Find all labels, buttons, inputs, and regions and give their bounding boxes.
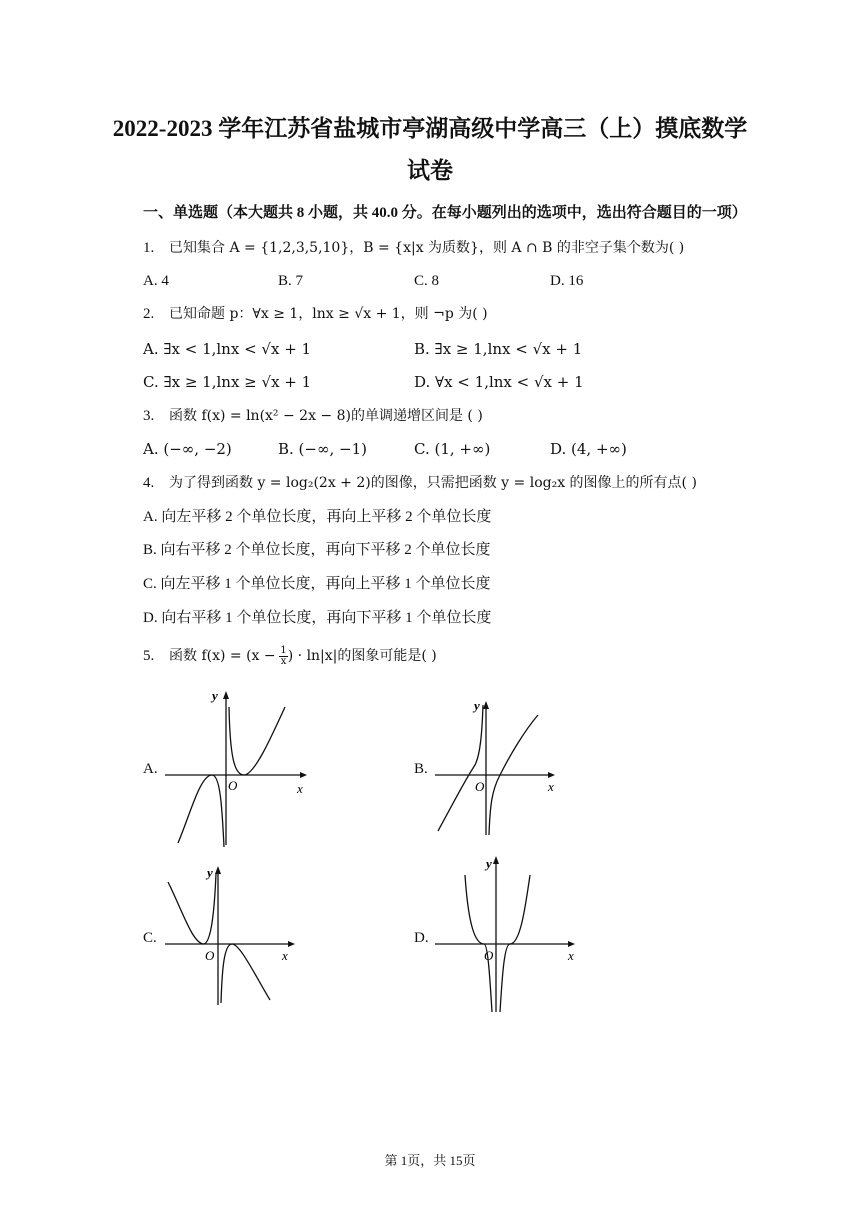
q1-option-b: B. 7	[278, 273, 304, 289]
q5-option-b-label: B.	[414, 761, 428, 777]
origin-label: O	[484, 948, 494, 963]
question-5	[143, 646, 437, 667]
origin-label: O	[205, 948, 215, 963]
question-stem: 为了得到函数 y = log₂(2x + 2)的图像，只需把函数 y = log₂x 的图像上的所有点( )	[169, 475, 697, 491]
question-number: 5.	[143, 648, 155, 664]
q4-option-a: A. 向左平移 2 个单位长度，再向上平移 2 个单位长度	[143, 509, 492, 525]
fraction-denominator: x	[280, 656, 287, 668]
q2-option-d: D. ∀x < 1,lnx < √x + 1	[414, 373, 584, 391]
origin-label: O	[475, 779, 485, 794]
page-title-line2: 试卷	[407, 158, 453, 183]
curve-right	[229, 707, 285, 775]
q3-option-b: B. (−∞, −1)	[278, 440, 367, 458]
q2-option-b: B. ∃x ≥ 1,lnx < √x + 1	[414, 340, 583, 358]
question-1	[143, 238, 684, 258]
question-2	[143, 304, 488, 324]
question-stem: 已知命题 p：∀x ≥ 1，lnx ≥ √x + 1，则 ¬p 为( )	[169, 306, 488, 322]
y-axis-label: y	[212, 688, 218, 703]
q5-option-c-label: C.	[143, 930, 157, 946]
graph-b	[430, 695, 570, 845]
question-stem: 函数 f(x) = ln(x² − 2x − 8)的单调递增区间是 ( )	[169, 408, 483, 424]
curve-left	[168, 874, 216, 944]
x-axis-arrow	[548, 772, 555, 778]
curve-left	[178, 775, 224, 847]
y-axis-arrow	[215, 866, 221, 874]
x-axis-arrow	[568, 941, 575, 947]
q1-option-d: D. 16	[550, 273, 584, 289]
fraction-one-over-x	[279, 646, 287, 667]
q5-option-a-label: A.	[143, 761, 158, 777]
question-number: 4.	[143, 475, 155, 491]
x-axis-arrow	[288, 941, 295, 947]
q4-option-c: C. 向左平移 1 个单位长度，再向上平移 1 个单位长度	[143, 576, 491, 592]
x-axis-label: x	[282, 948, 288, 963]
q4-option-d: D. 向右平移 1 个单位长度，再向下平移 1 个单位长度	[143, 610, 492, 626]
x-axis-label: x	[548, 779, 554, 794]
fraction-numerator: 1	[280, 645, 287, 657]
y-axis-arrow	[483, 701, 489, 709]
question-4	[143, 473, 697, 493]
question-number: 3.	[143, 408, 155, 424]
q3-option-d: D. (4, +∞)	[550, 440, 627, 458]
question-number: 1.	[143, 240, 155, 256]
q1-option-a: A. 4	[143, 273, 169, 289]
graph-c	[160, 860, 300, 1010]
curve-right	[221, 944, 270, 1003]
q4-option-b: B. 向右平移 2 个单位长度，再向下平移 2 个单位长度	[143, 542, 491, 558]
q1-option-c: C. 8	[414, 273, 440, 289]
y-axis-label: y	[207, 865, 213, 880]
origin-label: O	[228, 778, 238, 793]
q3-option-c: C. (1, +∞)	[414, 440, 491, 458]
q2-option-a: A. ∃x < 1,lnx < √x + 1	[143, 340, 312, 358]
question-stem-prefix: 函数 f(x) = (x −	[169, 648, 276, 664]
page-title-line1: 2022-2023 学年江苏省盐城市亭湖高级中学高三（上）摸底数学	[112, 116, 748, 141]
q3-option-a: A. (−∞, −2)	[143, 440, 232, 458]
y-axis-label: y	[474, 698, 480, 713]
x-axis-label: x	[297, 781, 303, 796]
y-axis-label: y	[486, 856, 492, 871]
y-axis-arrow	[223, 691, 229, 699]
question-stem: 已知集合 A = {1,2,3,5,10}，B = {x|x 为质数}，则 A ∩ B 的非空子集个数为( )	[169, 240, 685, 256]
question-number: 2.	[143, 306, 155, 322]
question-stem-suffix: ) · ln|x|的图象可能是( )	[287, 648, 437, 664]
question-3	[143, 406, 483, 426]
q5-option-d-label: D.	[414, 930, 429, 946]
y-axis-arrow	[493, 856, 499, 864]
section-heading: 一、单选题（本大题共 8 小题，共 40.0 分。在每小题列出的选项中，选出符合题目的一项）	[143, 205, 747, 221]
x-axis-arrow	[300, 772, 307, 778]
graph-a	[160, 685, 320, 850]
q2-option-c: C. ∃x ≥ 1,lnx ≥ √x + 1	[143, 373, 312, 391]
curve-left	[438, 705, 483, 831]
page-footer: 第 1页，共 15页	[384, 1153, 476, 1168]
x-axis-label: x	[568, 948, 574, 963]
graph-d	[430, 850, 590, 1020]
